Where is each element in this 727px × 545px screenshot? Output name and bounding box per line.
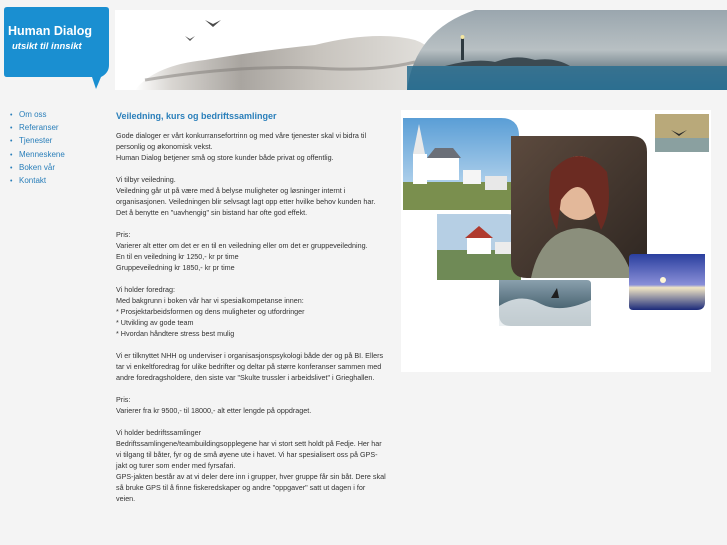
lighthouse-icon xyxy=(461,38,464,60)
paragraph-intro: Gode dialoger er vårt konkurransefortrinn og med våre tjenester skal vi bidra til personlig og økonomisk vekst. Human Dialog betjener små og store kunder både privat og offentlig. xyxy=(116,131,367,162)
paragraph-bedriftssamlinger: Vi holder bedriftssamlinger Bedriftssamlingene/teambuildingsopplegene har vi stort sett holdt på Fedje. Her har vi tilgang til båter, fyr og de små øyene ute i havet. Vi har spesialisert oss på GPS-jakt og turer som ender med fyrsafari. GPS-jakten består av at vi deler dere inn i grupper, hver gruppe får sin båt. Dere skal så bruke GPS til å finne fiskeredskaper og andre "oppgaver" satt ut dagen i for veien. xyxy=(116,428,386,503)
nav-item-tjenester[interactable]: • Tjenester xyxy=(10,134,110,147)
logo-title: Human Dialog xyxy=(8,24,93,38)
side-navigation xyxy=(10,108,110,187)
sunset-photo xyxy=(629,254,705,310)
bullet-icon: • xyxy=(10,164,13,172)
paragraph-veiledning-pris: Pris: Varierer alt etter om det er en til en veiledning eller om det er gruppeveiledning. En til en veiledning kr 1250,- kr pr time Gruppeveiledning kr 1850,- kr pr time xyxy=(116,230,368,272)
nav-item-boken-var[interactable]: • Boken vår xyxy=(10,161,110,174)
bullet-icon: • xyxy=(10,151,13,159)
portrait-photo xyxy=(511,136,647,278)
nav-item-referanser[interactable]: • Referanser xyxy=(10,121,110,134)
photo-collage xyxy=(401,110,711,372)
header-banner xyxy=(115,10,727,90)
paragraph-veiledning: Vi tilbyr veiledning. Veiledning går ut på være med å belyse muligheter og løsninger internt i organisasjonen. Veiledningen blir selvsagt lagt opp etter hvilke behov kunden har. Det å benytte en "uavhengig" sin bistand har ofte god effekt. xyxy=(116,175,376,217)
paragraph-foredrag-pris: Pris: Varierer fra kr 9500,- til 18000,- alt etter lengde på oppdraget. xyxy=(116,395,312,415)
harbour-photo xyxy=(437,214,521,280)
paragraph-nhh: Vi er tilknyttet NHH og underviser i organisasjonspsykologi både der og på BI. Ellers tar vi enkeltforedrag for ulike bedrifter og deltar på større konferanser sammen med andre foredragsholdere, den siste var "Skulte trussler i arbeidslivet" i Grieghallen. xyxy=(116,351,384,382)
surf-photo xyxy=(499,280,591,326)
nav-item-om-oss[interactable]: • Om oss xyxy=(10,108,110,121)
bullet-icon: • xyxy=(10,138,13,146)
nav-item-menneskene[interactable]: • Menneskene xyxy=(10,148,110,161)
bullet-icon: • xyxy=(10,177,13,185)
paragraph-foredrag: Vi holder foredrag: Med bakgrunn i boken vår har vi spesialkompetanse innen: * Prosjektarbeidsformen og dens muligheter og utfordringer * Utvikling av gode team * Hvordan håndtere stress best mulig xyxy=(116,285,305,338)
logo-tagline: utsikt til innsikt xyxy=(12,41,82,52)
bullet-icon: • xyxy=(10,125,13,133)
bullet-icon: • xyxy=(10,112,13,119)
human-dialog-logo[interactable] xyxy=(4,7,109,89)
page-title: Veiledning, kurs og bedriftssamlinger xyxy=(116,111,277,121)
church-photo xyxy=(403,118,519,210)
main-content xyxy=(116,110,386,515)
bird-photo xyxy=(655,114,709,152)
nav-item-kontakt[interactable]: • Kontakt xyxy=(10,174,110,187)
